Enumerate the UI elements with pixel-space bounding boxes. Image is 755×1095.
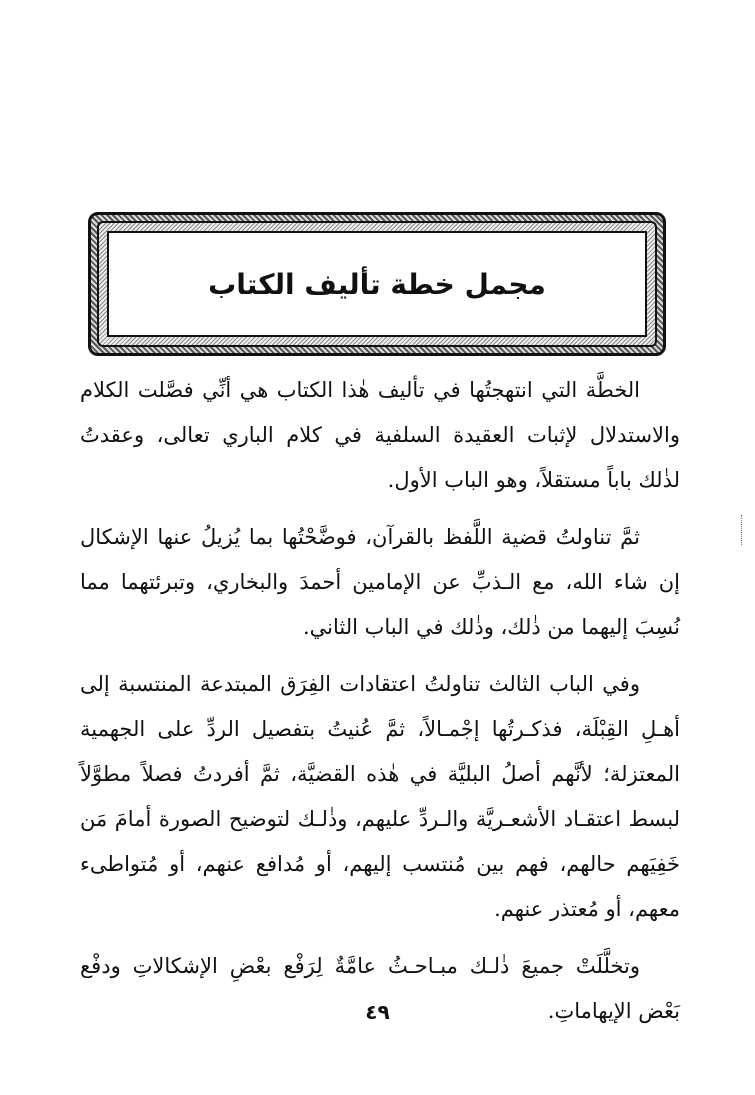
title-frame — [88, 212, 666, 356]
paragraph-3: وفي الباب الثالث تناولتُ اعتقادات الفِرَق المبتدعة المنتسبة إلى أهـلِ القِبْلَة، فذكـرتُها إجْمـالاً، ثمَّ عُنيتُ بتفصيل الردِّ على الجهمية المعتزلة؛ لأنَّهم أصلُ البليَّة في هٰذه القضيَّة، ثمَّ أفردتُ فصلاً مطوَّلاً لبسط اعتقـاد الأشعـريَّة والـردِّ عليهم، وذٰلـك لتوضيح الصورة أمامَ مَن خَفِيَهم حالهم، فهم بين مُنتسب إليهم، أو مُدافع عنهم، أو مُتواطىء معهم، أو مُعتذر عنهم. — [80, 672, 680, 921]
paragraph-1: الخطَّة التي انتهجتُها في تأليف هٰذا الكتاب هي أنِّي فصَّلت الكلام والاستدلال لإثبات العقيدة السلفية في كلام الباري تعالى، وعقدتُ لذٰلك باباً مستقلاً، وهو الباب الأول. — [80, 378, 680, 492]
body-text — [80, 368, 680, 1046]
paragraph-4: وتخلَّلَتْ جميعَ ذٰلـك مبـاحـثُ عامَّةٌ لِرَفْع بعْضِ الإشكالاتِ ودفْع بَعْض الإيهاماتِ. — [80, 954, 680, 1023]
paragraph-2: ثمَّ تناولتُ قضية اللَّفظ بالقرآن، فوضَّحْتُها بما يُزيلُ عنها الإشكال إن شاء الله، مع الـذبِّ عن الإمامين أحمدَ والبخاري، وتبرئتهما مما نُسِبَ إليهما من ذٰلك، وذٰلك في الباب الثاني. — [80, 525, 680, 639]
title-panel — [107, 231, 647, 337]
page-number: ٤٩ — [365, 1000, 390, 1024]
scan-edge-mark — [741, 515, 750, 545]
title-frame-border — [97, 221, 657, 347]
chapter-title: مجمل خطة تأليف الكتاب — [208, 267, 546, 301]
